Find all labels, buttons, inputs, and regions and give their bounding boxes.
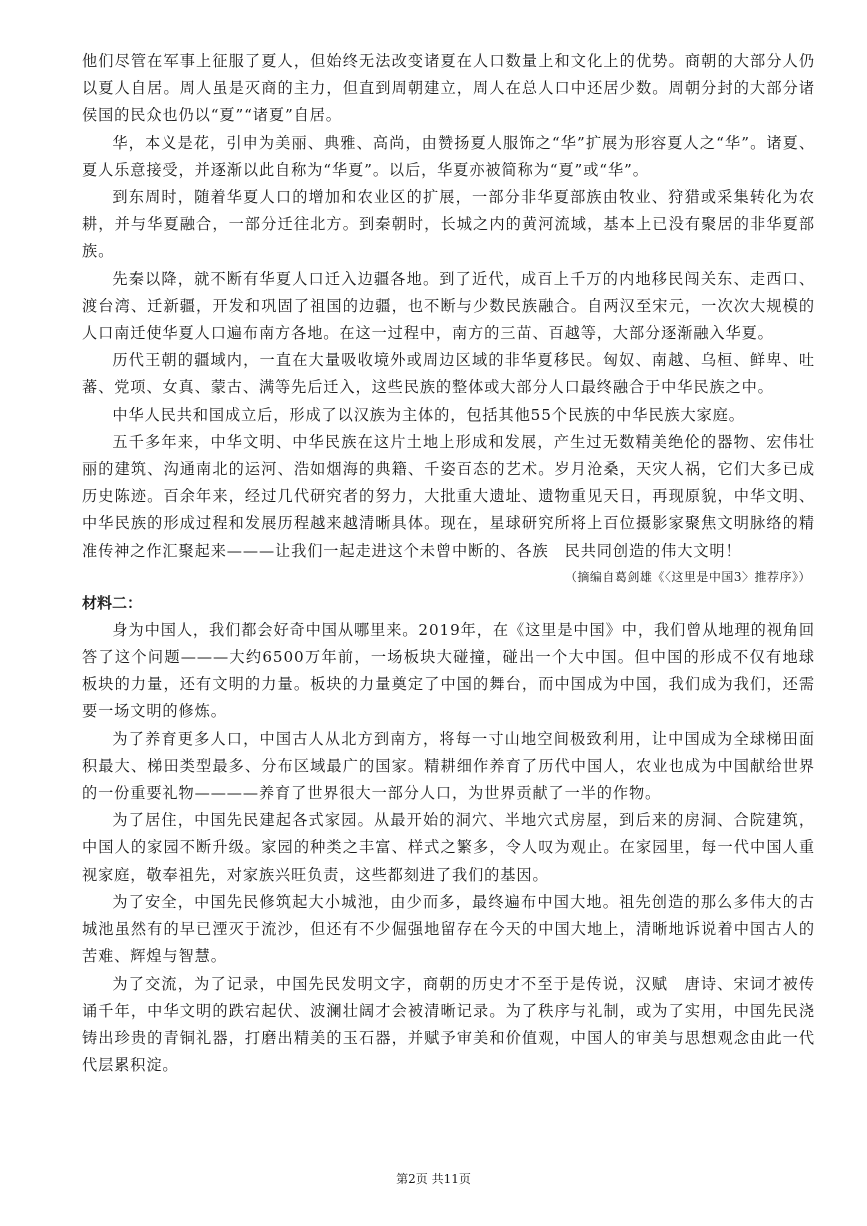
- paragraph: 身为中国人，我们都会好奇中国从哪里来。2019年，在《这里是中国》中，我们曾从地理的视角回答了这个问题———大约6500万年前，一场板块大碰撞，碰出一个大中国。但中国的形成不仅有地球板块的力量，还有文明的力量。板块的力量奠定了中国的舞台，而中国成为中国，我们成为我们，还需要一场文明的修炼。: [82, 620, 815, 721]
- paragraph: 先秦以降，就不断有华夏人口迁入边疆各地。到了近代，成百上千万的内地移民闯关东、走西口、渡台湾、迁新疆，开发和巩固了祖国的边疆，也不断与少数民族融合。自两汉至宋元，一次次大规模的人口南迁使华夏人口遍布南方各地。在这一过程中，南方的三苗、百越等，大部分逐渐融入华夏。: [82, 269, 815, 343]
- material-one-section: [82, 48, 815, 589]
- paragraph: 历代王朝的疆域内，一直在大量吸收境外或周边区域的非华夏移民。匈奴、南越、乌桓、鲜卑、吐蕃、党项、女真、蒙古、满等先后迁入，这些民族的整体或大部分人口最终融合于中华民族之中。: [82, 351, 815, 397]
- paragraph: 五千多年来，中华文明、中华民族在这片土地上形成和发展，产生过无数精美绝伦的器物、宏伟壮丽的建筑、沟通南北的运河、浩如烟海的典籍、千姿百态的艺术。岁月沧桑，天灾人祸，它们大多已成历史陈迹。百余年来，经过几代研究者的努力，大批重大遗址、遗物重见天日，再现原貌，中华文明、中华民族的形成过程和发展历程越来越清晰具体。现在，星球研究所将上百位摄影家聚焦文明脉络的精准传神之作汇聚起来———让我们一起走进这个未曾中断的、各族 民共同创造的伟大文明！: [82, 432, 815, 560]
- paragraph: 为了交流，为了记录，中国先民发明文字，商朝的历史才不至于是传说，汉赋 唐诗、宋词才被传诵千年，中华文明的跌宕起伏、波澜壮阔才会被清晰记录。为了秩序与礼制，或为了实用，中国先民浇铸出珍贵的青铜礼器，打磨出精美的玉石器，并赋予审美和价值观，中国人的审美与思想观念由此一代代层累积淀。: [82, 974, 815, 1075]
- paragraph: 为了居住，中国先民建起各式家园。从最开始的洞穴、半地穴式房屋，到后来的房洞、合院建筑，中国人的家园不断升级。家园的种类之丰富、样式之繁多，令人叹为观止。在家园里，每一代中国人重视家庭，敬奉祖先，对家族兴旺负责，这些都刻进了我们的基因。: [82, 811, 815, 884]
- paragraph: 中华人民共和国成立后，形成了以汉族为主体的，包括其他55个民族的中华民族大家庭。: [112, 405, 745, 424]
- paragraph: 到东周时，随着华夏人口的增加和农业区的扩展，一部分非华夏部族由牧业、狩猎或采集转化为农耕，并与华夏融合，一部分迁往北方。到秦朝时，长城之内的黄河流域，基本上已没有聚居的非华夏部族。: [82, 188, 815, 261]
- paragraph: 为了养育更多人口，中国古人从北方到南方，将每一寸山地空间极致利用，让中国成为全球梯田面积最大、梯田类型最多、分布区域最广的国家。精耕细作养育了历代中国人，农业也成为中国献给世界的一份重要礼物————养育了世界很大一部分人口，为世界贡献了一半的作物。: [82, 729, 815, 803]
- paragraph: 为了安全，中国先民修筑起大小城池，由少而多，最终遍布中国大地。祖先创造的那么多伟大的古城池虽然有的早已湮灭于流沙，但还有不少倔强地留存在今天的中国大地上，清晰地诉说着中国古人的苦难、辉煌与智慧。: [82, 892, 815, 966]
- section-title: 材料二：: [82, 593, 143, 612]
- page-number-footer: 第2页 共11页: [396, 1172, 471, 1186]
- material-two-section: [82, 589, 815, 1079]
- paragraph: 他们尽管在军事上征服了夏人，但始终无法改变诸夏在人口数量上和文化上的优势。商朝的大部分人仍以夏人自居。周人虽是灭商的主力，但直到周朝建立，周人在总人口中还居少数。周朝分封的大部分诸侯国的民众也仍以“夏”“诸夏”自居。: [82, 52, 815, 125]
- paragraph: 华，本义是花，引申为美丽、典雅、高尚，由赞扬夏人服饰之“华”扩展为形容夏人之“华”。诸夏、夏人乐意接受，并逐渐以此自称为“华夏”。以后，华夏亦被简称为“夏”或“华”。: [82, 133, 815, 179]
- source-citation: （摘编自葛剑雄《〈这里是中国3〉推荐序》）: [564, 569, 811, 584]
